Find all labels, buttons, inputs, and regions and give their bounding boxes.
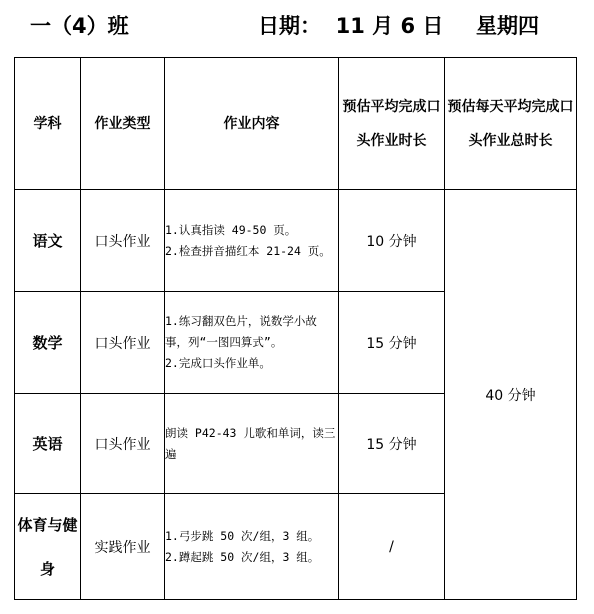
header-content: 作业内容 bbox=[165, 58, 339, 190]
page-header bbox=[0, 0, 594, 52]
date-value: 11 月 6 日 bbox=[335, 14, 444, 38]
header-total-time: 预估每天平均完成口头作业总时长 bbox=[445, 58, 577, 190]
content-line: 2.检查拼音描红本 21-24 页。 bbox=[165, 243, 331, 258]
time-cell: / bbox=[339, 494, 445, 600]
type-cell: 实践作业 bbox=[81, 494, 165, 600]
subject-cell: 数学 bbox=[15, 292, 81, 394]
table-header-row bbox=[15, 58, 577, 190]
content-line: 朗读 P42-43 儿歌和单词，读三遍 bbox=[165, 425, 336, 461]
weekday: 星期四 bbox=[476, 14, 539, 38]
content-line: 2.完成口头作业单。 bbox=[165, 356, 271, 370]
date bbox=[258, 10, 443, 40]
time-cell: 15 分钟 bbox=[339, 394, 445, 494]
table-row bbox=[15, 190, 577, 292]
content-cell bbox=[165, 190, 339, 292]
header-est-time: 预估平均完成口头作业时长 bbox=[339, 58, 445, 190]
homework-table bbox=[14, 57, 577, 600]
total-time-cell: 40 分钟 bbox=[445, 190, 577, 600]
content-line: 1.练习翻双色片，说数学小故事，列“一图四算式”。 bbox=[165, 314, 317, 349]
header-type: 作业类型 bbox=[81, 58, 165, 190]
date-label: 日期： bbox=[258, 14, 321, 38]
type-cell: 口头作业 bbox=[81, 394, 165, 494]
content-cell bbox=[165, 292, 339, 394]
content-line: 2.蹲起跳 50 次/组，3 组。 bbox=[165, 549, 320, 564]
header-subject: 学科 bbox=[15, 58, 81, 190]
subject-cell: 英语 bbox=[15, 394, 81, 494]
content-line: 1.认真指读 49-50 页。 bbox=[165, 222, 297, 237]
content-cell bbox=[165, 494, 339, 600]
subject-cell: 体育与健身 bbox=[15, 494, 81, 600]
content-cell bbox=[165, 394, 339, 494]
type-cell: 口头作业 bbox=[81, 190, 165, 292]
time-cell: 15 分钟 bbox=[339, 292, 445, 394]
subject-cell: 语文 bbox=[15, 190, 81, 292]
class-name: 一（4）班 bbox=[30, 14, 129, 38]
type-cell: 口头作业 bbox=[81, 292, 165, 394]
time-cell: 10 分钟 bbox=[339, 190, 445, 292]
content-line: 1.弓步跳 50 次/组，3 组。 bbox=[165, 528, 320, 543]
